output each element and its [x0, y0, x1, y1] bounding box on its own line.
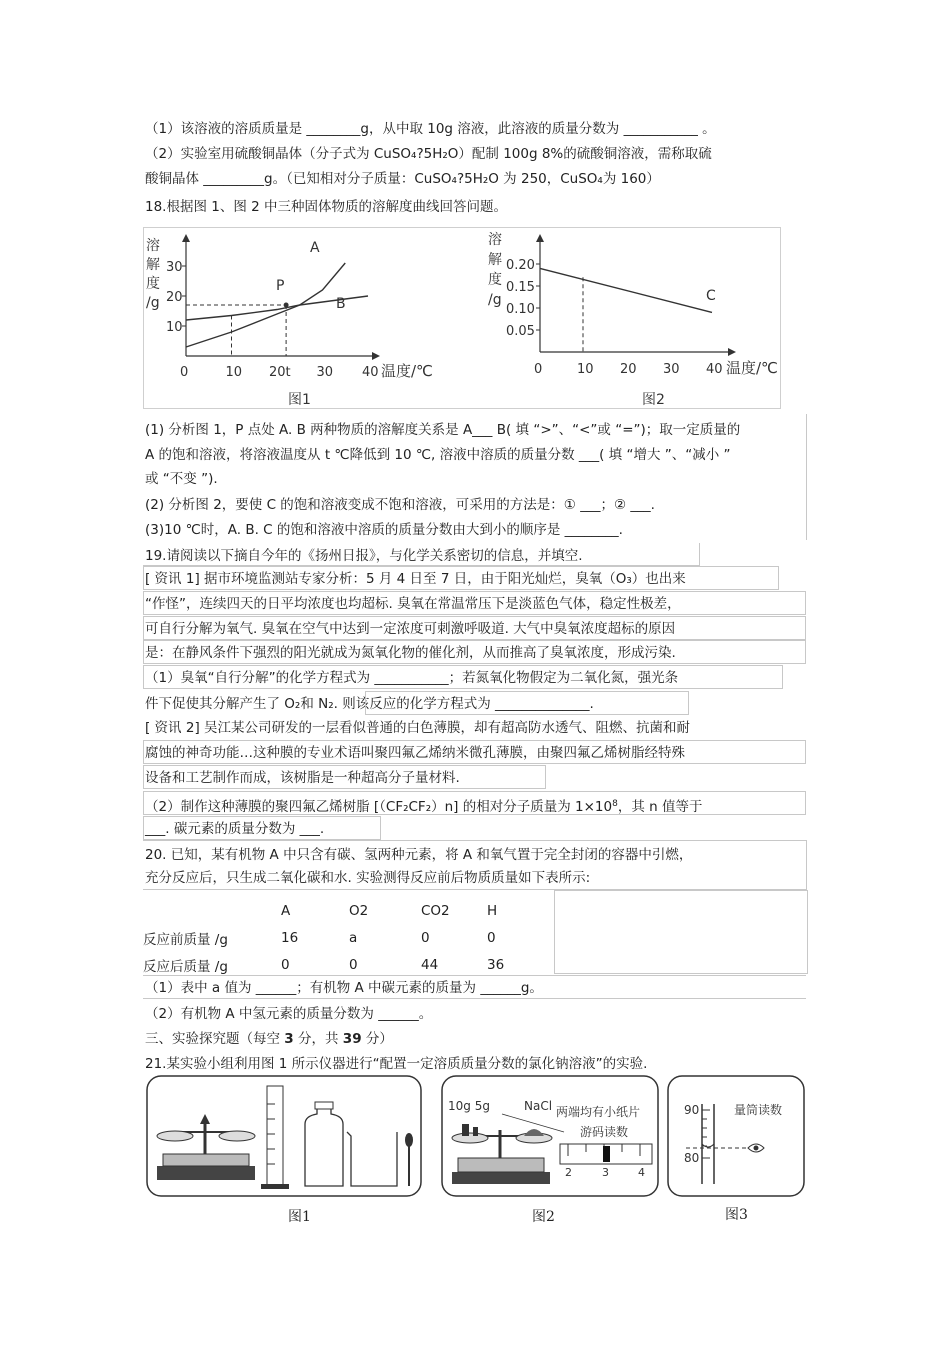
- q19-question-2a-end: ，其 n 值等于: [617, 799, 703, 815]
- q18-answer-3: 或 “不变 ”).: [145, 471, 218, 487]
- f2-ylabel-char: 解: [488, 252, 502, 268]
- q18-answer-1: (1) 分析图 1，P 点处 A. B 两种物质的溶解度关系是 A___ B( 填 “>”、“<”或 “=”)；取一定质量的: [145, 422, 741, 438]
- section-3-heading: [145, 1030, 393, 1048]
- rider: [603, 1146, 610, 1162]
- table-cell: 16: [281, 929, 299, 946]
- q21-figure-2: [440, 1074, 660, 1200]
- q19-frame-5: [143, 640, 806, 664]
- table-header-cell: O2: [349, 902, 369, 919]
- beaker: [347, 1132, 397, 1186]
- q19-question-2b: ___. 碳元素的质量分数为 ___.: [145, 821, 325, 837]
- q19-frame-8: [143, 740, 806, 764]
- f2-xtick-label: 40: [706, 362, 723, 377]
- q19-frame-9: [143, 765, 546, 789]
- q19-report-1-line-1: [ 资讯 1] 据市环境监测站专家分析：5 月 4 日至 7 日，由于阳光灿烂，臭氧（O₃）也出来: [145, 571, 686, 587]
- f2-ylabel-char: 度: [488, 272, 502, 288]
- q21-caption-1: 图1: [288, 1209, 311, 1225]
- q19-question-1a: （1）臭氧“自行分解”的化学方程式为 ___________；若氮氧化物假定为二氧化氮，强光条: [145, 670, 679, 686]
- q19-frame-6: [143, 665, 783, 689]
- section-3-text-1: 三、实验探究题（每空: [145, 1031, 285, 1047]
- scale-label-3: 3: [602, 1166, 609, 1179]
- table-header-cell: [143, 897, 281, 924]
- table-header-cell: A: [281, 902, 291, 919]
- f1-caption: 图1: [288, 392, 311, 408]
- q17-line-2: （2）实验室用硫酸铜晶体（分子式为 CuSO₄?5H₂O）配制 100g 8%的硫酸铜溶液，需称取硫: [145, 146, 712, 162]
- section-3-points: 3: [284, 1031, 294, 1047]
- f2-curve-c: [540, 268, 712, 312]
- f1-xtick-label: 10: [225, 365, 243, 380]
- table-header-cell: H: [487, 902, 498, 919]
- q21-caption-3: 图3: [725, 1207, 748, 1223]
- q19-report-2-line-3: 设备和工艺制作而成，该树脂是一种超高分子量材料.: [145, 770, 460, 786]
- f1-xtick-label: 30: [316, 365, 334, 380]
- q18-title: 18.根据图 1、图 2 中三种固体物质的溶解度曲线回答问题。: [145, 199, 508, 215]
- q19-report-1-line-3: 可自行分解为氧气. 臭氧在空气中达到一定浓度可刺激呼吸道. 大气中臭氧浓度超标的原因: [145, 621, 676, 637]
- q17-line-1: （1）该溶液的溶质质量是 ________g，从中取 10g 溶液，此溶液的质量分数为 ___________ 。: [145, 121, 716, 137]
- f1-xlabel: 温度/℃: [381, 362, 433, 380]
- table-cell: 0: [421, 929, 430, 946]
- table-row: [143, 951, 527, 978]
- table-row: [143, 924, 527, 951]
- dropper-bulb: [405, 1133, 413, 1147]
- q19-frame-7: [365, 691, 689, 715]
- weight-10g: [462, 1124, 469, 1136]
- table-cell: 0: [487, 929, 496, 946]
- f2-caption: 图2: [642, 392, 665, 408]
- figure-2-chart: [460, 228, 780, 408]
- f2-ytick-label: 0.05: [506, 324, 535, 339]
- q19-report-2-line-1: [ 资讯 2] 吴江某公司研发的一层看似普通的白色薄膜，却有超高防水透气、阻燃、抗菌和耐: [145, 720, 690, 736]
- q19-frame-3: [143, 591, 806, 615]
- q18-answer-5: (3)10 ℃时，A. B. C 的饱和溶液中溶质的质量分数由大到小的顺序是 ________.: [145, 522, 623, 538]
- q20-line-2: 充分反应后，只生成二氧化碳和水. 实验测得反应前后物质质量如下表所示:: [145, 870, 591, 886]
- balance-body: [458, 1158, 544, 1172]
- section-3-total: 39: [342, 1031, 362, 1047]
- f1-ytick-label: 10: [166, 320, 183, 335]
- table-row: [143, 897, 527, 924]
- q20-mass-table: [143, 897, 527, 978]
- weights-label: 10g 5g: [448, 1099, 490, 1113]
- f2-xtick-label: 30: [663, 362, 680, 377]
- graduated-cylinder: [267, 1086, 283, 1186]
- f2-ytick-label: 0.15: [506, 280, 535, 295]
- f2-label-c: C: [706, 288, 716, 304]
- f1-label-a: A: [310, 240, 320, 256]
- bottle-stopper: [315, 1102, 333, 1109]
- table-cell: 0: [281, 956, 290, 973]
- f1-ylabel-char: /g: [146, 295, 160, 311]
- f2-xtick-label: 10: [577, 362, 594, 377]
- rider-note: 游码读数: [580, 1125, 629, 1139]
- cylinder-base: [261, 1184, 289, 1189]
- table-cell: 0: [349, 956, 358, 973]
- f1-ytick-label: 30: [166, 260, 183, 275]
- balance-base: [157, 1166, 255, 1180]
- f1-ylabel-char: 度: [146, 276, 160, 292]
- section-3-text-2: 分，共: [293, 1031, 343, 1047]
- q21-caption-2: 图2: [532, 1209, 555, 1225]
- f1-y-arrow: [182, 234, 190, 242]
- q19-report-1-line-2: “作怪”，连续四天的日平均浓度也均超标. 臭氧在常温常压下是淡蓝色气体，稳定性极差，: [145, 596, 681, 612]
- f2-ylabel-char: 溶: [488, 232, 502, 248]
- balance-right-pan: [219, 1131, 255, 1141]
- f1-ylabel-char: 溶: [146, 238, 160, 254]
- q19-frame-10: [143, 791, 806, 815]
- q19-title: 19.请阅读以下摘自今年的《扬州日报》，与化学关系密切的信息，并填空.: [145, 548, 583, 564]
- q18-frame: [143, 414, 807, 540]
- f1-xtick-label: 20t: [269, 365, 291, 380]
- q19-frame-2: [143, 566, 779, 590]
- f2-xlabel: 温度/℃: [726, 359, 778, 377]
- q20-blank-area: [554, 890, 808, 974]
- table-header-cell: CO2: [421, 902, 450, 919]
- paper-note: 两端均有小纸片: [556, 1105, 641, 1119]
- q21-title: 21.某实验小组利用图 1 所示仪器进行“配置一定溶质质量分数的氯化钠溶液”的实验.: [145, 1056, 648, 1072]
- f2-y-arrow: [536, 234, 544, 242]
- f1-xtick-label: 0: [180, 365, 189, 380]
- q19-question-1b: 件下促使其分解产生了 O₂和 N₂. 则该反应的化学方程式为 ______________.: [145, 696, 594, 712]
- q19-frame-11: [143, 816, 381, 840]
- table-cell: a: [349, 929, 358, 946]
- q20-question-2: （2）有机物 A 中氢元素的质量分数为 ______。: [145, 1006, 433, 1022]
- q20-line-1: 20. 已知，某有机物 A 中只含有碳、氢两种元素，将 A 和氧气置于完全封闭的容器中引燃，: [145, 847, 693, 863]
- balance-base: [452, 1172, 550, 1184]
- q19-exponent: 8: [612, 799, 618, 809]
- cylinder-90: 90: [684, 1103, 700, 1117]
- balance-left-pan: [157, 1131, 193, 1141]
- q19-report-2-line-2: 腐蚀的神奇功能…这种膜的专业术语叫聚四氟乙烯纳米微孔薄膜，由聚四氟乙烯树脂经特殊: [145, 745, 685, 761]
- table-cell: 反应前质量 /g: [143, 931, 228, 948]
- f1-point-p: [284, 303, 289, 308]
- table-cell: 36: [487, 956, 505, 973]
- f1-label-p: P: [276, 278, 285, 294]
- cylinder-80: 80: [684, 1151, 700, 1165]
- q20-question-1: （1）表中 a 值为 ______；有机物 A 中碳元素的质量为 ______g。: [145, 980, 543, 996]
- balance-body: [163, 1154, 249, 1166]
- reagent-bottle: [305, 1108, 343, 1186]
- table-cell: 44: [421, 956, 439, 973]
- f2-xtick-label: 0: [534, 362, 543, 377]
- q18-answer-2: A 的饱和溶液，将溶液温度从 t ℃降低到 10 ℃, 溶液中溶质的质量分数 ___( 填 “增大 ”、“减小 ”: [145, 447, 731, 463]
- q21-figure-3: [666, 1074, 806, 1200]
- table-cell: 反应后质量 /g: [143, 958, 228, 975]
- f1-xtick-label: 40: [362, 365, 379, 380]
- solubility-figures: [143, 227, 781, 409]
- q21-figure-1: [145, 1074, 425, 1200]
- balance-left-pan: [452, 1133, 488, 1143]
- f1-ylabel-char: 解: [146, 257, 160, 273]
- cylinder-reading-label: 量筒读数: [734, 1103, 783, 1117]
- q19-frame-1: [143, 543, 700, 566]
- q18-answer-4: (2) 分析图 2，要使 C 的饱和溶液变成不饱和溶液，可采用的方法是：① ___；② ___.: [145, 497, 655, 513]
- scale-label-2: 2: [565, 1166, 572, 1179]
- figure-1-chart: [144, 228, 444, 408]
- f2-ylabel-char: /g: [488, 292, 502, 308]
- f2-xtick-label: 20: [620, 362, 637, 377]
- f2-x-arrow: [728, 348, 736, 356]
- q19-question-2a-text: （2）制作这种薄膜的聚四氟乙烯树脂 [（CF₂CF₂）n] 的相对分子质量为 1×10: [145, 799, 613, 815]
- f2-ytick-label: 0.20: [506, 258, 535, 273]
- q17-line-3: 酸铜晶体 _________g。（已知相对分子质量：CuSO₄?5H₂O 为 250，CuSO₄为 160）: [145, 171, 660, 187]
- f2-ytick-label: 0.10: [506, 302, 535, 317]
- weight-5g: [473, 1127, 478, 1136]
- nacl-label: NaCl: [524, 1099, 553, 1113]
- f1-x-arrow: [372, 352, 380, 360]
- f1-label-b: B: [336, 296, 346, 312]
- q19-frame-4: [143, 616, 806, 640]
- f1-ytick-label: 20: [166, 290, 183, 305]
- section-3-text-3: 分）: [361, 1031, 393, 1047]
- q19-report-1-line-4: 是：在静风条件下强烈的阳光就成为氮氧化物的催化剂，从而推高了臭氧浓度，形成污染.: [145, 645, 676, 661]
- scale-label-4: 4: [638, 1166, 645, 1179]
